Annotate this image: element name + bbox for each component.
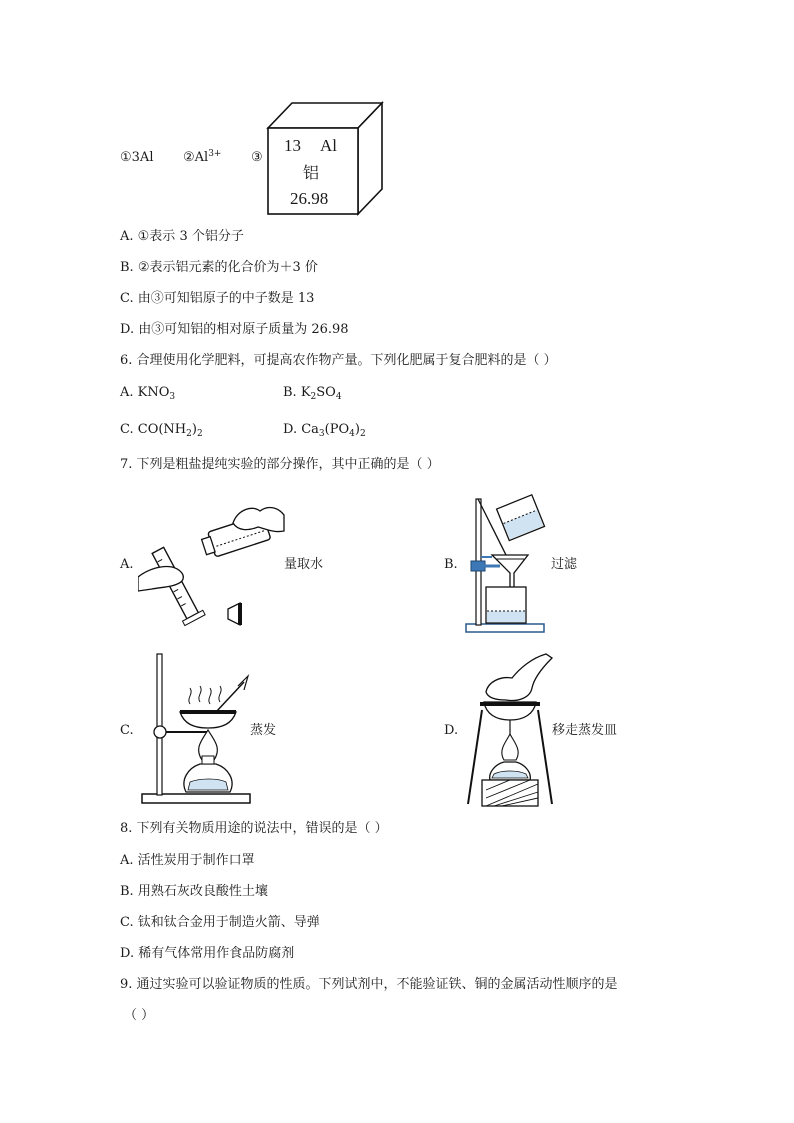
q8-option-a: A. 活性炭用于制作口罩 — [120, 853, 255, 868]
q6-d-mid: (PO — [324, 422, 350, 437]
q5-option-a: A. ①表示 3 个铝分子 — [120, 229, 244, 244]
measuring-water-illustration — [138, 495, 286, 631]
q8-option-d: D. 稀有气体常用作食品防腐剂 — [120, 946, 295, 961]
q7-option-c-label: 蒸发 — [250, 723, 277, 738]
q6-option-c — [120, 422, 203, 438]
q7-option-c-letter: C. — [120, 723, 134, 738]
q8-stem: 8. 下列有关物质用途的说法中，错误的是（ ） — [120, 821, 388, 836]
q5-item-2-charge: 3+ — [208, 149, 222, 159]
atomic-number: 13 — [284, 136, 301, 155]
q6-d-sub3: 2 — [359, 429, 366, 439]
q6-a-text: A. KNO — [120, 385, 170, 400]
q6-d-sub1: 3 — [318, 429, 325, 439]
q6-stem: 6. 合理使用化学肥料，可提高农作物产量。下列化肥属于复合肥料的是（ ） — [120, 353, 557, 368]
element-cube — [262, 98, 392, 220]
q8-option-b: B. 用熟石灰改良酸性土壤 — [120, 884, 268, 899]
q7-stem: 7. 下列是粗盐提纯实验的部分操作，其中正确的是（ ） — [120, 457, 440, 472]
q7-option-a-label: 量取水 — [284, 557, 324, 572]
q5-option-b: B. ②表示铝元素的化合价为＋3 价 — [120, 260, 318, 275]
q6-c-sub2: 2 — [196, 429, 203, 439]
q8-option-c: C. 钛和钛合金用于制造火箭、导弹 — [120, 915, 320, 930]
atomic-mass: 26.98 — [290, 189, 329, 208]
q9-stem-cont: （ ） — [124, 1008, 155, 1023]
element-name: 铝 — [303, 163, 320, 182]
element-symbol: Al — [320, 136, 337, 155]
q5-item-2-text: ②Al — [183, 150, 209, 165]
q6-d-text: D. Ca — [283, 422, 319, 437]
filtration-illustration — [462, 493, 548, 636]
q6-option-b — [283, 385, 342, 401]
q6-c-sub1: 2 — [186, 429, 192, 439]
q5-option-c: C. 由③可知铝原子的中子数是 13 — [120, 291, 315, 306]
q6-b-sub2: 4 — [335, 392, 342, 402]
q7-option-b-label: 过滤 — [551, 557, 578, 572]
q6-b-text: B. K — [283, 385, 311, 400]
q5-item-2 — [183, 150, 221, 166]
q6-option-d — [283, 422, 366, 438]
q6-c-mid: ) — [191, 422, 197, 437]
q7-option-d-letter: D. — [444, 723, 459, 738]
q6-d-end: ) — [354, 422, 360, 437]
q7-option-d-label: 移走蒸发皿 — [552, 723, 618, 738]
q6-d-sub2: 4 — [349, 429, 355, 439]
q6-option-a — [120, 385, 175, 401]
q6-c-text: C. CO(NH — [120, 422, 187, 437]
q5-option-d: D. 由③可知铝的相对原子质量为 26.98 — [120, 322, 349, 337]
q7-option-a-letter: A. — [120, 557, 134, 572]
q5-item-3: ③ — [251, 150, 263, 165]
q6-b-sub1: 2 — [310, 392, 317, 402]
q7-option-b-letter: B. — [444, 557, 458, 572]
q9-stem: 9. 通过实验可以验证物质的性质。下列试剂中，不能验证铁、铜的金属活动性顺序的是 — [120, 977, 618, 992]
q6-a-sub: 3 — [169, 392, 176, 402]
q5-item-1: ①3Al — [120, 150, 154, 165]
move-dish-illustration — [460, 652, 556, 808]
q6-b-mid: SO — [316, 385, 336, 400]
evaporation-illustration — [140, 652, 254, 808]
